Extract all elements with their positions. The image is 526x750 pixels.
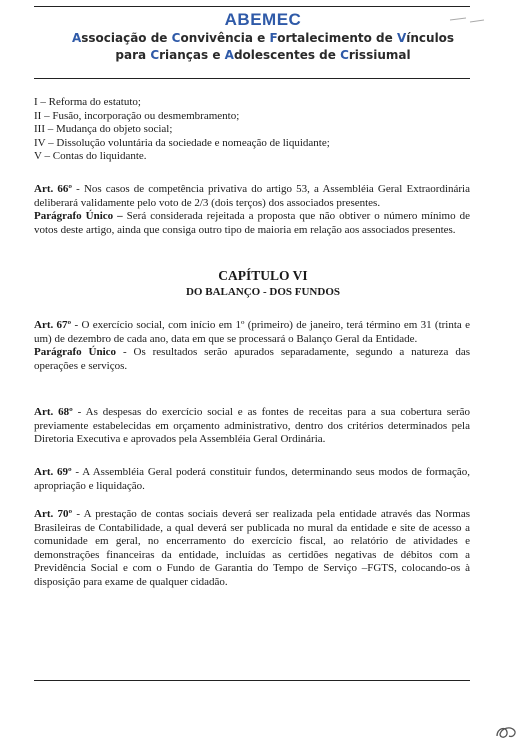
paragraph-label: Parágrafo Único – bbox=[34, 210, 123, 222]
footer-rule bbox=[34, 680, 470, 681]
initial: F bbox=[269, 31, 278, 45]
list-num: II bbox=[34, 109, 42, 122]
list-num: I bbox=[34, 96, 38, 108]
article-text: - As despesas do exercício social e as fontes de receitas para a sua cobertura serão previamente estabelecidas em orçamento administrativo, dentro dos critérios determinados pela Diretoria Executiva e aprovados pela Assembléia Geral Ordinária. bbox=[34, 406, 471, 445]
article-label: Art. 69º bbox=[34, 466, 72, 478]
paragraph-text: Será considerada rejeitada a proposta que não obtiver o número mínimo de votos deste artigo, ainda que consiga outro tipo de maioria em relação aos associados presentes. bbox=[34, 210, 470, 236]
word-rest: ínculos bbox=[406, 31, 455, 45]
list-text: – Contas do liquidante. bbox=[41, 150, 147, 162]
article-text: - Nos casos de competência privativa do artigo 53, a Assembléia Geral Extraordinária deliberará validamente pelo voto de 2/3 (dois terços) dos associados presentes. bbox=[34, 183, 470, 209]
chapter-title: CAPÍTULO VI bbox=[218, 268, 308, 283]
article-68 bbox=[34, 406, 470, 447]
article-66 bbox=[34, 183, 470, 237]
article-label: Art. 66º bbox=[34, 183, 73, 195]
list-item bbox=[34, 150, 470, 164]
article-label: Art. 68º bbox=[34, 406, 73, 418]
org-line-2 bbox=[0, 47, 526, 64]
article-text: - A prestação de contas sociais deverá ser realizada pela entidade através das Normas Brasileiras de Contabilidade, a qual deverá ser publicada no mural da entidade e site de acesso a comunidade em geral, no encerramento do exercício fiscal, ao relatório de atividades e demonstrações financeiras da entidade, incluídas as certidões negativas de débitos com a Previdência Social e com o Fundo de Garantia do Tempo de Serviço –FGTS, colocando-os à disposição para exame de qualquer cidadão. bbox=[34, 508, 470, 588]
paragraph-text: - Os resultados serão apurados separadamente, segundo a natureza das operações e serviços. bbox=[34, 346, 470, 372]
margin-mark bbox=[448, 10, 488, 30]
word-rest: para bbox=[115, 48, 151, 62]
list-text: – Mudança do objeto social; bbox=[45, 123, 173, 135]
article-text: - A Assembléia Geral poderá constituir fundos, determinando seus modos de formação, apropriação e liquidação. bbox=[34, 466, 470, 492]
article-label: Art. 67º bbox=[34, 319, 72, 331]
list-num: III bbox=[34, 123, 45, 135]
article-69 bbox=[34, 466, 470, 493]
list-item bbox=[34, 110, 470, 124]
list-num: IV bbox=[34, 136, 46, 149]
word-rest: dolescentes de bbox=[233, 48, 341, 62]
initial: A bbox=[71, 31, 82, 45]
list-item bbox=[34, 137, 470, 151]
paragraph-label: Parágrafo Único bbox=[34, 346, 117, 358]
list-item bbox=[34, 96, 470, 110]
initial: A bbox=[224, 48, 234, 62]
chapter-heading bbox=[0, 268, 526, 298]
header-rule bbox=[34, 78, 470, 79]
word-rest: rissiumal bbox=[348, 48, 411, 62]
word-rest: onvivência e bbox=[180, 31, 270, 45]
list-text: – Fusão, incorporação ou desmembramento; bbox=[41, 109, 240, 122]
chapter-subtitle: DO BALANÇO - DOS FUNDOS bbox=[185, 286, 340, 298]
word-rest: ssociação de bbox=[81, 31, 172, 45]
article-label: Art. 70º bbox=[34, 508, 73, 520]
list-text: – Reforma do estatuto; bbox=[37, 96, 141, 108]
article-text: - O exercício social, com início em 1º (primeiro) de janeiro, terá término em 31 (trinta e um) de dezembro de cada ano, data em que se processará o Balanço Geral da Entidade. bbox=[34, 319, 470, 345]
initial: V bbox=[396, 31, 407, 45]
initial: C bbox=[340, 48, 349, 62]
initial: C bbox=[171, 31, 181, 45]
list-text: – Dissolução voluntária da sociedade e nomeação de liquidante; bbox=[45, 136, 330, 149]
list-item bbox=[34, 123, 470, 137]
list-num: V bbox=[34, 150, 42, 162]
article-70 bbox=[34, 508, 470, 589]
handwritten-initials bbox=[494, 722, 520, 742]
org-line-1 bbox=[0, 30, 526, 47]
word-rest: rianças e bbox=[159, 48, 225, 62]
word-rest: ortalecimento de bbox=[277, 31, 397, 45]
deliberation-list bbox=[34, 96, 470, 164]
top-rule bbox=[34, 6, 470, 7]
article-67 bbox=[34, 319, 470, 373]
initial: C bbox=[150, 48, 160, 62]
org-name: ABEMEC bbox=[224, 10, 302, 29]
